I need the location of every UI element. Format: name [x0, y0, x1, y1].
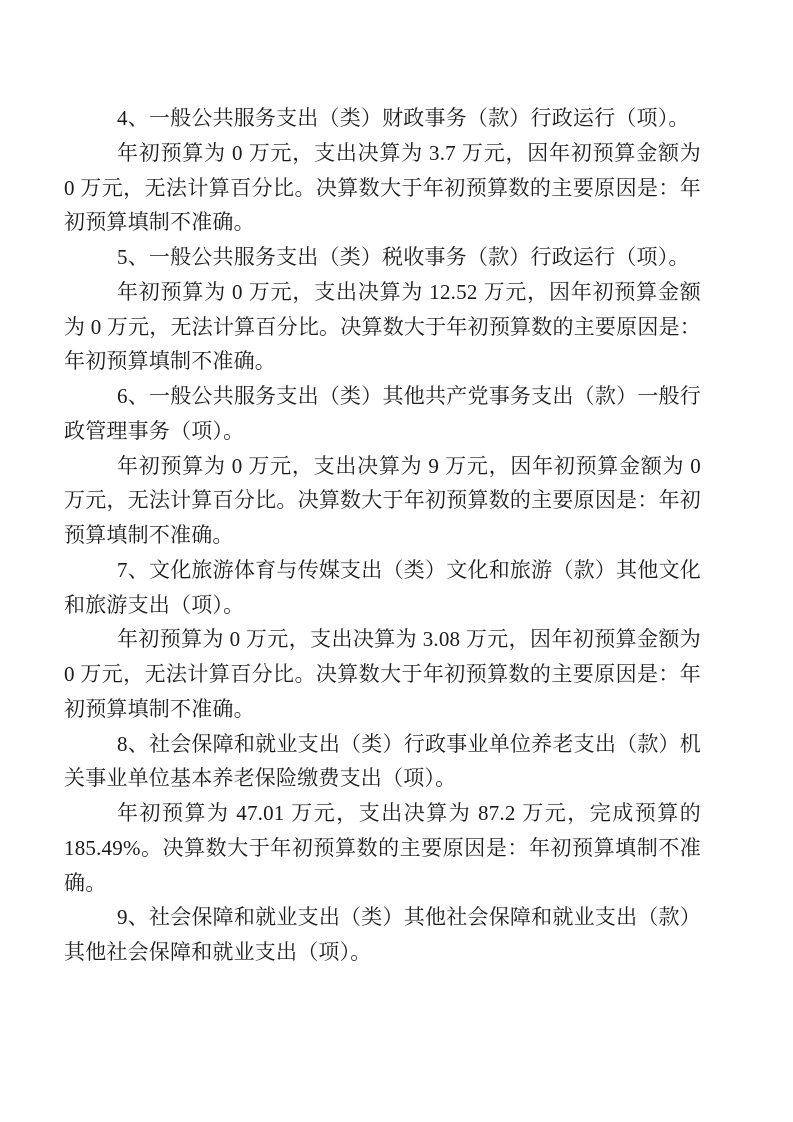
item-heading: 8、社会保障和就业支出（类）行政事业单位养老支出（款）机关事业单位基本养老保险缴费支出（项）。 — [64, 731, 701, 791]
budget-item-6 — [64, 379, 701, 553]
item-heading: 7、文化旅游体育与传媒支出（类）文化和旅游（款）其他文化和旅游支出（项）。 — [64, 557, 701, 617]
document-content — [64, 101, 701, 970]
budget-item-9 — [64, 900, 701, 970]
item-body: 年初预算为 0 万元，支出决算为 9 万元，因年初预算金额为 0 万元，无法计算百分比。决算数大于年初预算数的主要原因是：年初预算填制不准确。 — [64, 453, 701, 547]
item-body: 年初预算为 0 万元，支出决算为 12.52 万元，因年初预算金额为 0 万元，无法计算百分比。决算数大于年初预算数的主要原因是：年初预算填制不准确。 — [64, 279, 701, 374]
budget-item-7 — [64, 553, 701, 727]
item-body: 年初预算为 0 万元，支出决算为 3.08 万元，因年初预算金额为 0 万元，无法计算百分比。决算数大于年初预算数的主要原因是：年初预算填制不准确。 — [64, 627, 701, 721]
item-heading: 4、一般公共服务支出（类）财政事务（款）行政运行（项）。 — [117, 106, 690, 130]
budget-item-5 — [64, 240, 701, 379]
budget-item-8 — [64, 727, 701, 901]
item-heading: 6、一般公共服务支出（类）其他共产党事务支出（款）一般行政管理事务（项）。 — [64, 384, 701, 443]
item-heading: 5、一般公共服务支出（类）税收事务（款）行政运行（项）。 — [117, 245, 690, 269]
item-body: 年初预算为 47.01 万元，支出决算为 87.2 万元，完成预算的 185.49%。决算数大于年初预算数的主要原因是：年初预算填制不准确。 — [64, 801, 701, 895]
item-heading: 9、社会保障和就业支出（类）其他社会保障和就业支出（款）其他社会保障和就业支出（项）。 — [64, 905, 701, 964]
item-body: 年初预算为 0 万元，支出决算为 3.7 万元，因年初预算金额为 0 万元，无法计算百分比。决算数大于年初预算数的主要原因是：年初预算填制不准确。 — [64, 140, 701, 235]
budget-item-4 — [64, 101, 701, 240]
